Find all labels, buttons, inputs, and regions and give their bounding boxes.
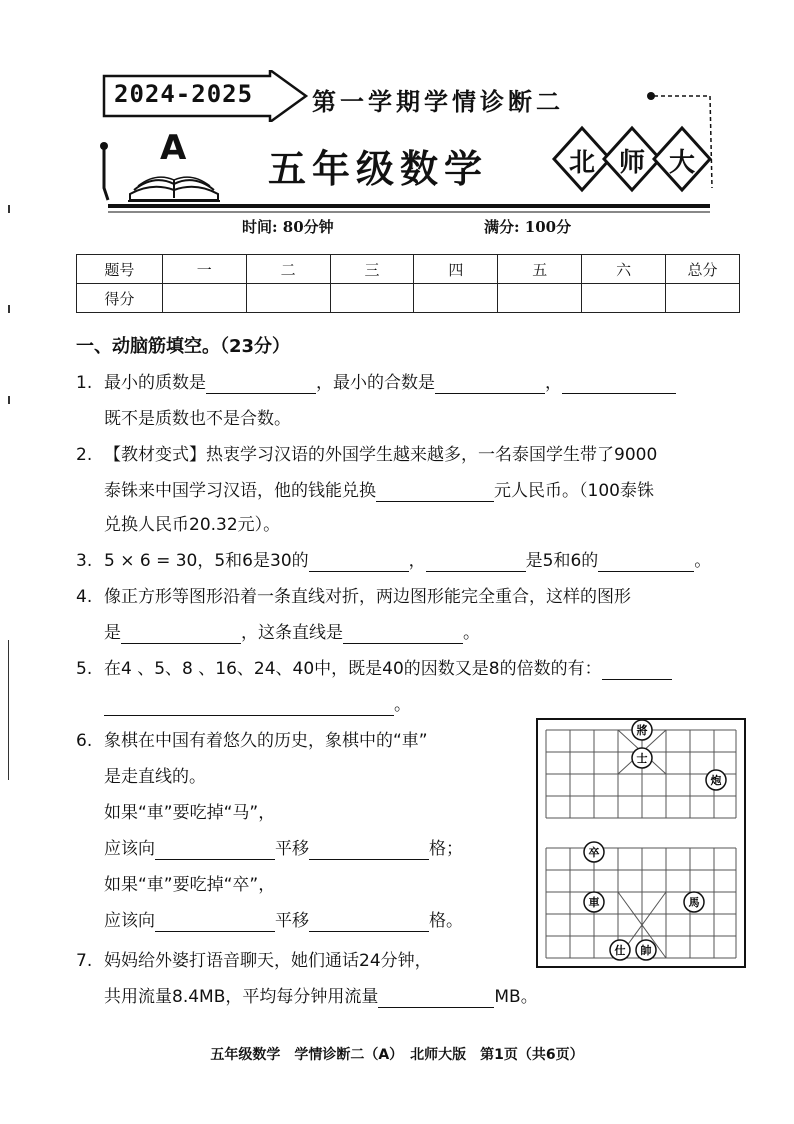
question-line	[104, 910, 463, 932]
score-entry-cell[interactable]	[162, 284, 246, 313]
exam-time: 时间: 80分钟	[242, 218, 334, 236]
chess-piece-horse	[684, 892, 704, 912]
table-cell: 六	[582, 255, 666, 284]
question-text: 共用流量8.4MB，平均每分钟用流量	[104, 987, 379, 1007]
answer-blank[interactable]	[309, 553, 409, 572]
chess-board	[536, 718, 746, 968]
table-cell: 总分	[666, 255, 740, 284]
question-text: MB。	[494, 987, 538, 1007]
edition-char-da: 大	[668, 148, 695, 178]
semester-title: 第一学期学情诊断二	[312, 88, 564, 116]
score-entry-cell[interactable]	[666, 284, 740, 313]
answer-blank[interactable]	[206, 375, 316, 394]
question-text: 像正方形等图形沿着一条直线对折，两边图形能完全重合，这样的图形	[104, 587, 631, 607]
answer-blank[interactable]	[426, 553, 526, 572]
svg-text:士: 士	[636, 752, 648, 765]
svg-text:仕: 仕	[614, 944, 626, 957]
question-text: 既不是质数也不是合数。	[104, 409, 291, 429]
svg-text:卒: 卒	[588, 846, 600, 859]
question-text: 是	[104, 623, 121, 643]
table-cell: 二	[246, 255, 330, 284]
chess-piece-cannon	[706, 770, 726, 790]
scan-mark	[8, 205, 10, 213]
chess-piece-chariot	[584, 892, 604, 912]
score-entry-cell[interactable]	[498, 284, 582, 313]
table-cell: 三	[330, 255, 414, 284]
question-text: 平移	[275, 911, 309, 931]
question-line	[104, 694, 411, 716]
question-text: ，这条直线是	[241, 623, 343, 643]
answer-blank[interactable]	[155, 913, 275, 932]
table-cell: 得分	[77, 284, 163, 313]
question-text: 元人民币。（100泰铢	[494, 481, 654, 501]
table-cell: 一	[162, 255, 246, 284]
answer-blank[interactable]	[343, 625, 463, 644]
question-line	[104, 658, 672, 680]
full-score: 满分: 100分	[484, 218, 572, 236]
answer-blank[interactable]	[155, 841, 275, 860]
question-line	[104, 838, 463, 860]
answer-blank[interactable]	[104, 697, 394, 716]
answer-blank[interactable]	[598, 553, 694, 572]
question-text: 格。	[429, 911, 463, 931]
table-cell: 题号	[77, 255, 163, 284]
score-entry-cell[interactable]	[330, 284, 414, 313]
chess-piece-advisor	[632, 748, 652, 768]
chess-piece-general	[632, 720, 652, 740]
chess-piece-guard	[610, 940, 630, 960]
school-year: 2024-2025	[114, 80, 254, 108]
question-text: 【教材变式】热衷学习汉语的外国学生越来越多，一名泰国学生带了9000	[104, 445, 658, 465]
question-number: 1.	[76, 373, 93, 393]
question-number: 3.	[76, 551, 93, 571]
question-number: 7.	[76, 951, 93, 971]
question-text: 格；	[429, 839, 463, 859]
svg-text:炮: 炮	[710, 774, 722, 787]
main-title: 五年级数学	[268, 147, 489, 191]
answer-blank[interactable]	[121, 625, 241, 644]
question-text: 是5和6的	[525, 551, 599, 571]
question-number: 6.	[76, 731, 93, 751]
question-text: 泰铢来中国学习汉语，他的钱能兑换	[104, 481, 376, 501]
question-text: 。	[694, 551, 712, 571]
answer-blank[interactable]	[309, 841, 429, 860]
table-row	[77, 255, 740, 284]
question-text: ，最小的合数是	[316, 373, 435, 393]
svg-text:馬: 馬	[688, 896, 700, 909]
question-text: 在4 、5、8 、16、24、40中，既是40的因数又是8的倍数的有：	[104, 659, 602, 679]
svg-text:車: 車	[588, 896, 600, 909]
question-text: 。	[394, 695, 411, 715]
score-entry-cell[interactable]	[246, 284, 330, 313]
question-line	[104, 550, 711, 572]
score-table	[76, 254, 740, 313]
edition-char-bei: 北	[568, 148, 595, 178]
question-number: 2.	[76, 445, 93, 465]
edition-char-shi: 师	[618, 148, 645, 178]
question-text: 兑换人民币20.32元）。	[104, 515, 281, 535]
question-line	[104, 986, 538, 1008]
scan-mark	[8, 640, 9, 780]
question-text: 应该向	[104, 911, 155, 931]
question-text: ，	[545, 373, 562, 393]
page-footer: 五年级数学 学情诊断二（A） 北师大版 第1页（共6页）	[210, 1047, 584, 1063]
answer-blank[interactable]	[562, 375, 676, 394]
question-number: 4.	[76, 587, 93, 607]
chess-piece-marshal	[636, 940, 656, 960]
section-title: 一、动脑筋填空。（23分）	[76, 336, 291, 357]
question-text: 是走直线的。	[104, 767, 206, 787]
svg-text:將: 將	[636, 724, 648, 737]
question-text: 5 × 6 = 30，5和6是30的	[104, 551, 309, 571]
chess-piece-soldier	[584, 842, 604, 862]
table-cell: 四	[414, 255, 498, 284]
svg-text:帥: 帥	[640, 944, 652, 957]
scan-mark	[8, 305, 10, 313]
question-line	[104, 622, 480, 644]
question-text: 象棋在中国有着悠久的历史，象棋中的“車”	[104, 731, 428, 751]
score-entry-cell[interactable]	[582, 284, 666, 313]
answer-blank[interactable]	[376, 483, 494, 502]
question-text: 。	[463, 623, 480, 643]
question-text: 应该向	[104, 839, 155, 859]
question-text: 如果“車”要吃掉“卒”，	[104, 875, 276, 895]
question-text: 平移	[275, 839, 309, 859]
table-cell: 五	[498, 255, 582, 284]
open-book-icon	[126, 164, 222, 202]
answer-blank[interactable]	[602, 661, 672, 680]
question-line	[104, 372, 676, 394]
table-row	[77, 284, 740, 313]
question-text: 如果“車”要吃掉“马”，	[104, 803, 276, 823]
answer-blank[interactable]	[309, 913, 429, 932]
question-text: ，	[408, 551, 426, 571]
scan-mark	[8, 396, 10, 404]
answer-blank[interactable]	[378, 989, 494, 1008]
answer-blank[interactable]	[435, 375, 545, 394]
version-badge: A	[160, 128, 187, 168]
score-entry-cell[interactable]	[414, 284, 498, 313]
question-line	[104, 480, 654, 502]
question-number: 5.	[76, 659, 93, 679]
question-text: 最小的质数是	[104, 373, 206, 393]
question-text: 妈妈给外婆打语音聊天，她们通话24分钟，	[104, 951, 432, 971]
